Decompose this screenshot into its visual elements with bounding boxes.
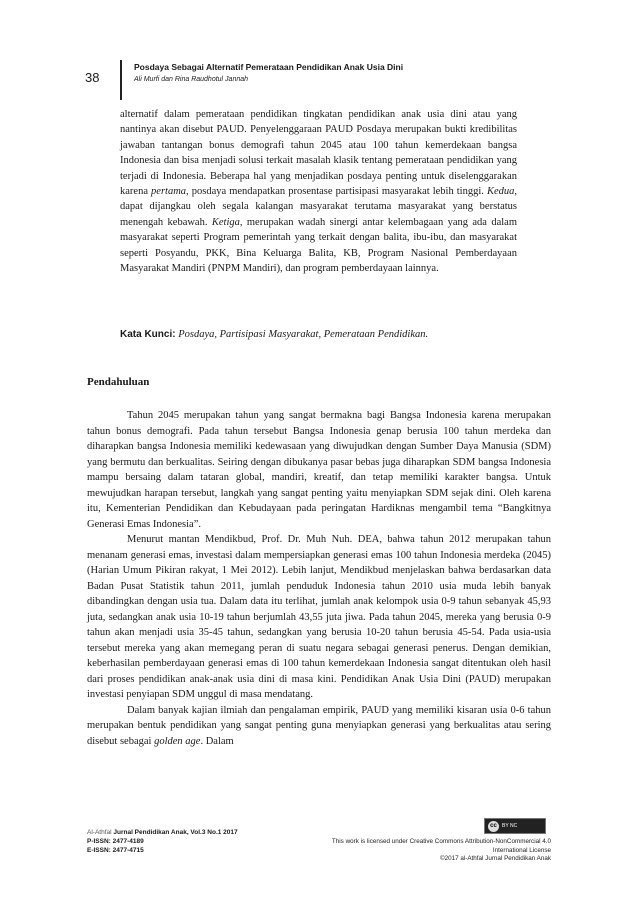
- running-title: Posdaya Sebagai Alternatif Pemerataan Pendidikan Anak Usia Dini: [134, 62, 404, 72]
- page-number: 38: [85, 70, 100, 85]
- running-authors: Ali Murfi dan Rina Raudhotul Jannah: [134, 76, 249, 83]
- journal-info: Al-Athfal Jurnal Pendidikan Anak, Vol.3 No.1 2017 P-ISSN: 2477-4189 E-ISSN: 2477-4715: [87, 829, 238, 854]
- paragraph-3: Dalam banyak kajian ilmiah dan pengalaman empirik, PAUD yang memiliki kisaran usia 0-6 tahun merupakan bentuk pendidikan yang sangat penting guna menyiapkan generasi yang berkualitas atau sering disebut sebagai golden age. Dalam: [87, 704, 551, 747]
- e-issn: E-ISSN: 2477-4715: [87, 847, 144, 854]
- abstract-text: alternatif dalam pemerataan pendidikan tingkatan pendidikan anak usia dini atau yang nantinya akan disebut PAUD. Penyelenggaraan PAUD Posdaya merupakan bukti kredibilitas jawaban tantangan bonus demografi tahun 2045 atau 100 tahun kemerdekaan bangsa Indonesia dan bisa menjadi solusi terkait masalah klasik tentang pemerataan pendidikan yang terjadi di Indonesia. Beberapa hal yang menjadikan posdaya penting untuk diselenggarakan karena pertama, posdaya mendapatkan prosentase partisipasi masyarakat lebih tinggi. Kedua, dapat dijangkau oleh segala kalangan masyarakat terutama masyarakat yang berstatus menengah kebawah. Ketiga, merupakan wadah sinergi antar kelembagaan yang ada dalam masyarakat seperti Program pemerintah yang terkait dengan balita, ibu-ibu, dan masyarakat seperti Posyandu, PKK, Bina Keluarga Balita, KB, Program Nasional Pemberdayaan Masyarakat Mandiri (PNPM Mandiri), dan program pemberdayaan lainnya.: [120, 109, 517, 275]
- p-issn: P-ISSN: 2477-4189: [87, 838, 144, 845]
- section-heading: Pendahuluan: [87, 376, 150, 388]
- cc-badge-label: BY NC: [502, 823, 518, 829]
- keywords-list: Posdaya, Partisipasi Masyarakat, Pemerataan Pendidikan.: [178, 329, 429, 340]
- section-body: [87, 408, 551, 749]
- license-notice: This work is licensed under Creative Commons Attribution-NonCommercial 4.0 International License ©2017 al-Athfal Jurnal Pendidikan Anak: [331, 838, 551, 862]
- paragraph-2: Menurut mantan Mendikbud, Prof. Dr. Muh Nuh. DEA, bahwa tahun 2012 merupakan tahun menanam generasi emas, investasi dalam mempersiapkan generasi emas 100 tahun Indonesia merdeka (2045) (Harian Umum Pikiran rakyat, 1 Mei 2012). Lebih lanjut, Mendikbud menjelaskan bahwa berdasarkan data Badan Pusat Statistik tahun 2011, jumlah penduduk Indonesia tahun 2010 usia muda lebih banyak dibandingkan dengan usia tua. Dalam data itu terlihat, jumlah anak kelompok usia 0-9 tahun sebanyak 45,93 juta, sedangkan anak usia 10-19 tahun berjumlah 43,55 juta jiwa. Pada tahun 2045, mereka yang berusia 0-9 tahun akan menjadi usia 35-45 tahun, sedangkan yang berusia 10-20 tahun berusia 45-54. Pada usia-usia tersebut mereka yang akan memegang peran di suatu negara sebagai generasi penerus. Dengan demikian, keberhasilan pemberdayaan generasi emas di 100 tahun kemerdekaan Indonesia sangat ditentukan oleh hasil dari proses pendidikan anak-anak usia dini di masa kini. Pendidikan Anak Usia Dini (PAUD) merupakan investasi penyiapan SDM unggul di masa mendatang.: [87, 534, 551, 700]
- cc-license-icon[interactable]: cc BY NC: [484, 818, 546, 834]
- keywords: [120, 329, 517, 340]
- keywords-label: Kata Kunci:: [120, 329, 176, 340]
- header-divider: [120, 60, 122, 100]
- paragraph-1: Tahun 2045 merupakan tahun yang sangat bermakna bagi Bangsa Indonesia karena merupakan tahun bonus demografi. Pada tahun tersebut Bangsa Indonesia genap berusia 100 tahun merdeka dan diharapkan bangsa Indonesia memiliki kedewasaan yang diwujudkan dengan Sumber Daya Manusia (SDM) yang bermutu dan berkualitas. Seiring dengan dibukanya pasar bebas juga diharapkan SDM bangsa Indonesia mampu bersaing dalam tataran global, mandiri, kreatif, dan tetap memiliki karakter bangsa. Untuk mewujudkan harapan tersebut, langkah yang sangat penting yaitu menyiapkan SDM sejak dini. Oleh karena itu, Kementerian Pendidikan dan Kebudayaan pada peringatan Hardiknas mengambil tema “Bangkitnya Generasi Emas Indonesia”.: [87, 410, 551, 530]
